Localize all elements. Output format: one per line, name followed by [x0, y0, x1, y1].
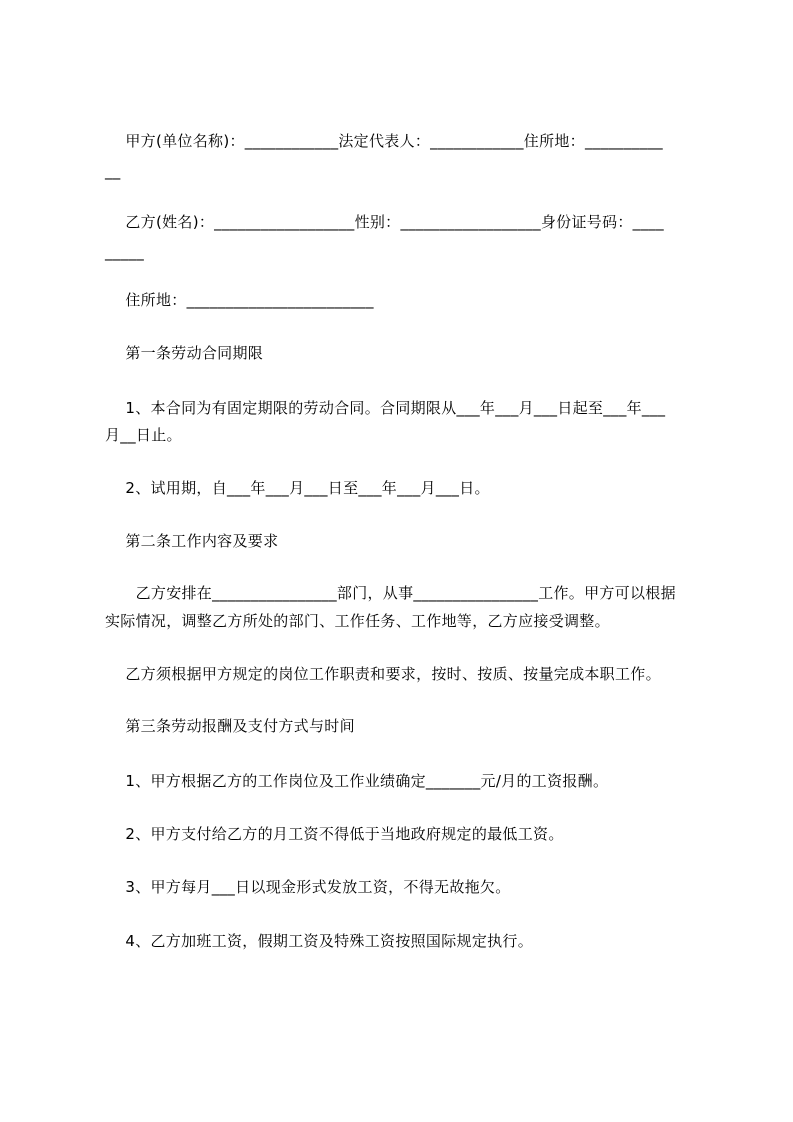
article-2-paragraph-1: 乙方安排在________________部门，从事________________工作。甲方可以根据	[105, 584, 676, 602]
article-2-heading: 第二条工作内容及要求	[105, 532, 279, 550]
party-a-info-line: 甲方(单位名称)：____________法定代表人：____________住所地：__________	[105, 132, 663, 150]
party-b-info-line: 乙方(姓名)：__________________性别：__________________身份证号码：____	[105, 213, 664, 231]
party-b-address-line: 住所地：________________________	[105, 291, 374, 309]
article-1-heading: 第一条劳动合同期限	[105, 344, 264, 362]
article-2-paragraph-2: 乙方须根据甲方规定的岗位工作职责和要求，按时、按质、按量完成本职工作。	[105, 665, 661, 683]
article-3-clause-4: 4、乙方加班工资，假期工资及特殊工资按照国际规定执行。	[105, 932, 534, 950]
party-a-info-continuation: __	[105, 162, 121, 180]
article-1-clause-1: 1、本合同为有固定期限的劳动合同。合同期限从___年___月___日起至___年___	[105, 399, 666, 417]
article-3-heading: 第三条劳动报酬及支付方式与时间	[105, 717, 355, 735]
article-3-clause-3: 3、甲方每月___日以现金形式发放工资，不得无故拖欠。	[105, 878, 511, 896]
article-3-clause-2: 2、甲方支付给乙方的月工资不得低于当地政府规定的最低工资。	[105, 825, 564, 843]
party-b-info-continuation: _____	[105, 243, 144, 261]
article-3-clause-1: 1、甲方根据乙方的工作岗位及工作业绩确定_______元/月的工资报酬。	[105, 772, 609, 790]
article-1-clause-1-continuation: 月__日止。	[105, 426, 182, 444]
article-1-clause-2: 2、试用期，自___年___月___日至___年___月___日。	[105, 479, 490, 497]
article-2-paragraph-1-continuation: 实际情况，调整乙方所处的部门、工作任务、工作地等，乙方应接受调整。	[105, 612, 610, 630]
